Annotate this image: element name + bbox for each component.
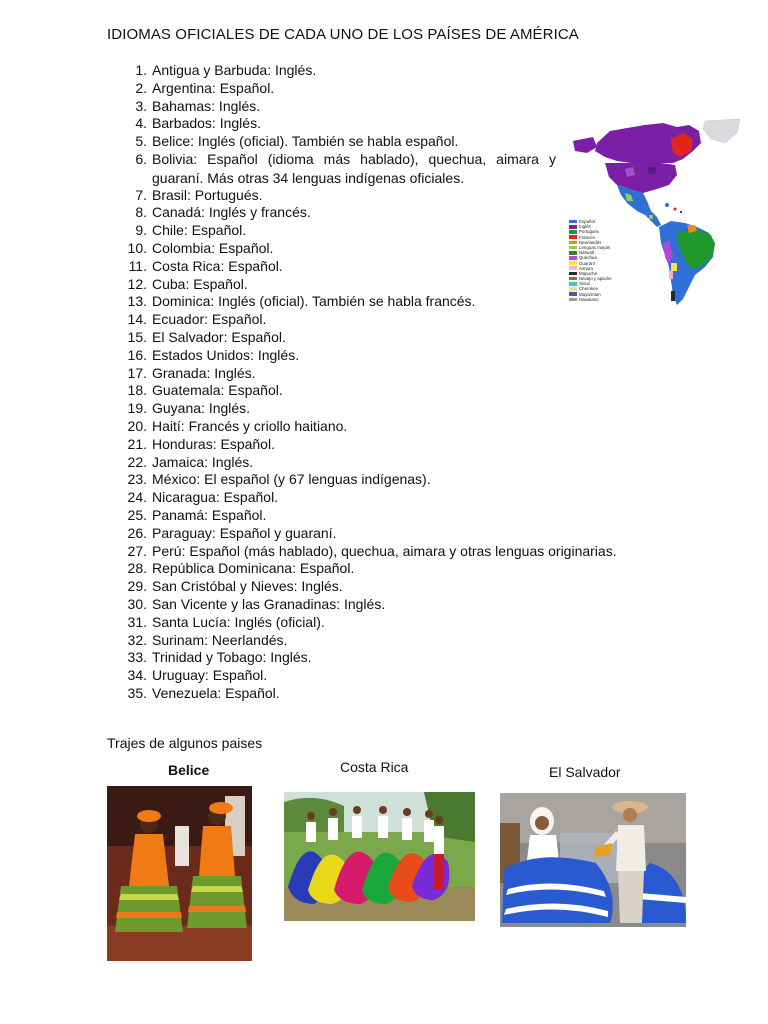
list-item-number: 22.	[127, 453, 147, 470]
legend-swatch	[569, 225, 577, 229]
legend-swatch	[569, 246, 577, 250]
list-item-text: Guyana: Inglés.	[152, 400, 251, 417]
list-item-text: Estados Unidos: Inglés.	[152, 346, 300, 363]
legend-label: Mapuche	[579, 270, 598, 276]
list-item-text: Argentina: Español.	[152, 79, 275, 96]
photo-caption-el-salvador: El Salvador	[549, 764, 621, 780]
list-item-text: Granada: Inglés.	[152, 364, 256, 381]
list-item-text: Trinidad y Tobago: Inglés.	[152, 649, 312, 666]
list-item-text: República Dominicana: Español.	[152, 560, 355, 577]
list-item-text: Santa Lucía: Inglés (oficial).	[152, 613, 325, 630]
list-item-number: 11.	[128, 257, 147, 274]
list-item-number: 19.	[127, 400, 147, 417]
list-item-number: 21.	[127, 435, 147, 452]
el-salvador-costume-photo	[500, 793, 686, 927]
legend-swatch	[569, 277, 577, 281]
legend-label: Neerlandés	[579, 239, 602, 245]
list-item-number: 14.	[127, 311, 147, 328]
list-item-text: Jamaica: Inglés.	[152, 453, 254, 470]
document-title: IDIOMAS OFICIALES DE CADA UNO DE LOS PAÍSES DE AMÉRICA	[107, 26, 579, 43]
legend-swatch	[569, 298, 577, 302]
list-item-number: 18.	[127, 382, 147, 399]
legend-swatch	[569, 235, 577, 239]
list-item-text: Venezuela: Español.	[152, 684, 280, 701]
list-item-number: 27.	[127, 542, 147, 559]
photo-caption-belice: Belice	[168, 762, 210, 778]
list-item-text: Haití: Francés y criollo haitiano.	[152, 417, 348, 434]
list-item-number: 13.	[127, 293, 147, 310]
list-item-number: 12.	[127, 275, 147, 292]
list-item-text: Bolivia: Español (idioma más hablado), quechua, aimara y	[152, 150, 556, 167]
section-title: Trajes de algunos paises	[107, 735, 263, 751]
legend-label: Náhuatl	[579, 250, 595, 256]
legend-label: Cherokee	[579, 286, 599, 292]
list-item-text: Honduras: Español.	[152, 435, 275, 452]
map-legend	[569, 219, 612, 302]
legend-swatch	[569, 287, 577, 291]
list-item-text: Antigua y Barbuda: Inglés.	[152, 62, 317, 78]
legend-label: Portugués	[579, 229, 600, 235]
legend-label: Guaraní	[579, 260, 595, 266]
list-item-text: San Vicente y las Granadinas: Inglés.	[152, 595, 386, 612]
list-item-text: Cuba: Español.	[152, 275, 248, 292]
legend-swatch	[569, 272, 577, 276]
list-item-number: 35.	[127, 684, 147, 701]
list-item-number: 31.	[127, 613, 147, 630]
list-item-text: Paraguay: Español y guaraní.	[152, 524, 337, 541]
legend-label: Sioux	[579, 281, 590, 287]
costa-rica-costume-photo	[284, 792, 475, 921]
list-item-text: Nicaragua: Español.	[152, 489, 279, 506]
list-item-number: 23.	[127, 471, 147, 488]
list-item-number: 1.	[135, 62, 147, 78]
list-item-text: Bahamas: Inglés.	[152, 97, 261, 114]
list-item-number: 8.	[135, 204, 147, 221]
list-item-number: 3.	[135, 97, 147, 114]
list-item-text: Surinam: Neerlandés.	[152, 631, 288, 648]
legend-swatch	[569, 241, 577, 245]
legend-swatch	[569, 282, 577, 286]
list-item-number: 20.	[127, 417, 147, 434]
list-item-number: 10.	[127, 239, 147, 256]
belice-costume-photo	[107, 786, 252, 961]
list-item-text: Canadá: Inglés y francés.	[152, 204, 311, 221]
list-item-number: 28.	[127, 560, 147, 577]
list-item-number: 24.	[127, 489, 147, 506]
list-item-number: 30.	[127, 595, 147, 612]
list-item-text: El Salvador: Español.	[152, 328, 286, 345]
list-item-number: 33.	[127, 649, 147, 666]
legend-label: Maya/mam	[579, 291, 601, 297]
list-item-number: 4.	[135, 115, 147, 132]
list-item-number: 16.	[127, 346, 147, 363]
list-item-text: Ecuador: Español.	[152, 311, 267, 328]
legend-swatch	[569, 220, 577, 224]
legend-label: Navajo y apache	[579, 276, 612, 282]
legend-swatch	[569, 261, 577, 265]
list-item-number: 6.	[135, 150, 147, 167]
list-item-number: 26.	[127, 524, 147, 541]
photo-caption-costa-rica: Costa Rica	[340, 759, 409, 775]
list-item-text: Costa Rica: Español.	[152, 257, 283, 274]
list-item-number: 9.	[135, 222, 147, 239]
legend-label: Español	[579, 219, 595, 224]
list-item-text: Guatemala: Español.	[152, 382, 283, 399]
list-item-number: 29.	[127, 578, 147, 595]
list-item-text: Panamá: Español.	[152, 506, 267, 523]
legend-label: Francés	[579, 234, 595, 240]
legend-label: Hawaiano	[579, 296, 599, 302]
legend-entry	[569, 297, 612, 302]
legend-label: Inglés	[579, 224, 591, 230]
legend-swatch	[569, 256, 577, 260]
list-item-text: Uruguay: Español.	[152, 667, 268, 684]
list-item-text: San Cristóbal y Nieves: Inglés.	[152, 578, 343, 595]
list-item-text: Barbados: Inglés.	[152, 115, 261, 132]
list-item-number: 5.	[135, 133, 147, 150]
legend-swatch	[569, 251, 577, 255]
list-item-number: 15.	[127, 328, 147, 345]
list-item-text: Colombia: Español.	[152, 239, 274, 256]
list-item-number: 25.	[127, 506, 147, 523]
list-item-text: Belice: Inglés (oficial). También se habla español.	[152, 133, 459, 150]
list-item-text: Brasil: Portugués.	[152, 186, 263, 203]
legend-swatch	[569, 266, 577, 270]
legend-label: Lenguas mayas	[579, 244, 610, 250]
list-item-continuation: guaraní. Más otras 34 lenguas indígenas oficiales.	[152, 170, 465, 186]
list-item-text: Chile: Español.	[152, 222, 247, 239]
list-item-number: 7.	[135, 186, 147, 203]
list-item-number: 34.	[127, 667, 147, 684]
list-item-text: Dominica: Inglés (oficial). También se habla francés.	[152, 293, 476, 310]
list-item-text: México: El español (y 67 lenguas indígenas).	[152, 471, 431, 488]
legend-swatch	[569, 230, 577, 234]
list-item-number: 2.	[135, 79, 147, 96]
legend-label: Aimara	[579, 265, 593, 271]
legend-label: Quechua	[579, 255, 597, 261]
list-item-number: 32.	[127, 631, 147, 648]
legend-swatch	[569, 292, 577, 296]
list-item-text: Perú: Español (más hablado), quechua, aimara y otras lenguas originarias.	[152, 542, 617, 559]
list-item-number: 17.	[127, 364, 147, 381]
